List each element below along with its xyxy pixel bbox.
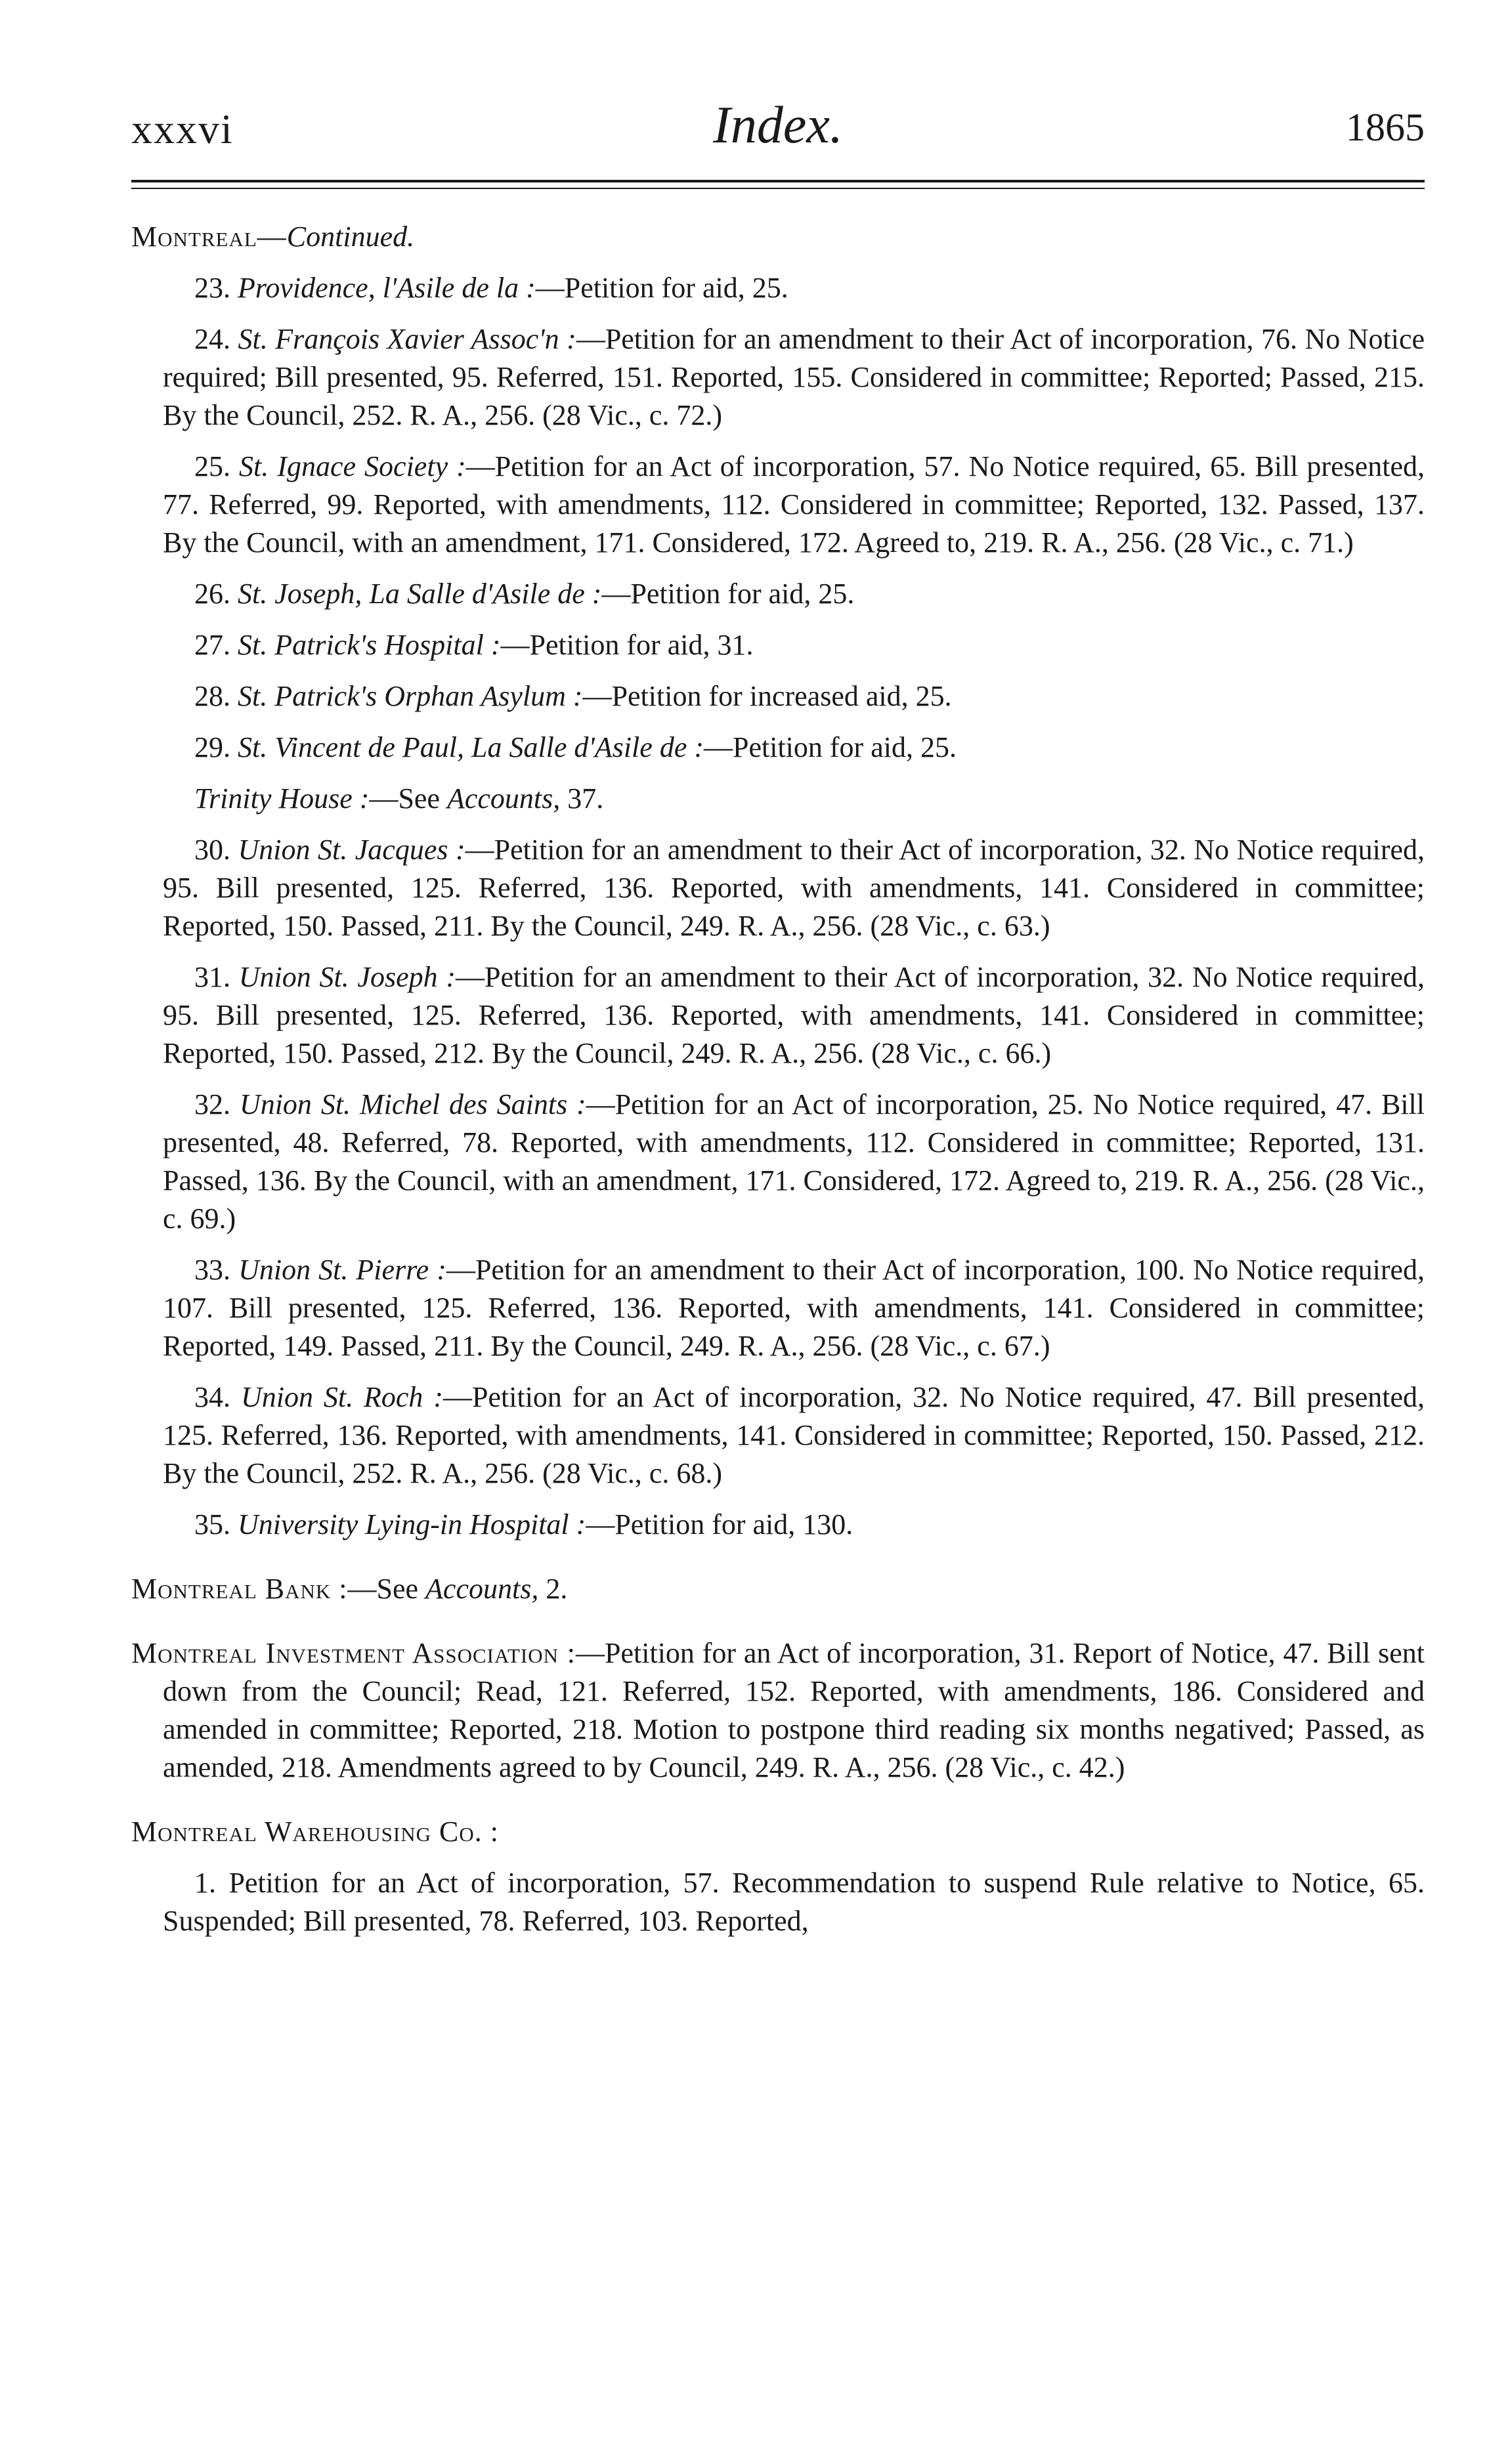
entry-text: —Petition for aid, 25. — [704, 731, 957, 763]
entry-title: Union St. Joseph : — [238, 961, 456, 993]
entry-number: 23. — [194, 272, 230, 304]
entry-title: Trinity House : — [194, 782, 370, 815]
index-entry — [131, 677, 1425, 715]
section-montreal-continued — [131, 218, 1425, 256]
entry-title: University Lying-in Hospital : — [238, 1508, 586, 1540]
index-entry — [131, 626, 1425, 664]
entry-number: 35. — [194, 1508, 230, 1540]
header-rules — [131, 180, 1425, 189]
index-page — [131, 98, 1425, 1953]
entry-head: Montreal Investment Association : — [131, 1637, 576, 1669]
section-montreal-investment-association — [131, 1634, 1425, 1787]
entry-number: 29. — [194, 731, 230, 763]
entry-head: Montreal Warehousing Co. : — [131, 1816, 499, 1848]
entry-number: 25. — [194, 450, 230, 482]
entry-text: —Petition for an amendment to their Act of incorporation, 76. No Notice required; Bill presented, 95. Referred, 151. Reported, 155. Considered in committee; Reported; Passed, 215. By the Council, 252. R. A., 256. (28 Vic., c. 72.) — [163, 323, 1425, 431]
entry-number: 32. — [194, 1088, 230, 1120]
entry-number: 33. — [194, 1254, 230, 1286]
entry-text: —Petition for an Act of incorporation, 57. No Notice required, 65. Bill presented, 77. Referred, 99. Reported, with amendments, 112. Considered in committee; Reported, 132. Passed, 137. By the Council, with an amendment, 171. Considered, 172. Agreed to, 219. R. A., 256. (28 Vic., c. 71.) — [163, 450, 1425, 559]
entry-text: —Petition for aid, 25. — [535, 272, 788, 304]
index-entry — [131, 1251, 1425, 1365]
entry-text: Petition for an Act of incorporation, 57. Recommendation to suspend Rule relative to Notice, 65. Suspended; Bill presented, 78. Referred, 103. Reported, — [163, 1867, 1425, 1937]
index-entry — [131, 269, 1425, 307]
entry-title: Union St. Michel des Saints : — [239, 1088, 586, 1120]
entry-text: —Petition for an Act of incorporation, 25. No Notice required, 47. Bill presented, 48. Referred, 78. Reported, with amendments, 112. Considered in committee; Reported, 131. Passed, 136. By the Council, with an amendment, 171. Considered, 172. Agreed to, 219. R. A., 256. (28 Vic., c. 69.) — [163, 1088, 1425, 1235]
entry-number: 28. — [194, 680, 230, 712]
entry-number: 30. — [194, 834, 230, 866]
page-title: Index. — [713, 96, 843, 154]
entry-text: —Petition for aid, 25. — [601, 578, 855, 610]
entry-text: —Petition for an amendment to their Act of incorporation, 32. No Notice required, 95. Bill presented, 125. Referred, 136. Reported, with amendments, 141. Considered in committee; Reported, 150. Passed, 211. By the Council, 249. R. A., 256. (28 Vic., c. 63.) — [163, 834, 1425, 942]
header-rule-thin — [131, 188, 1425, 189]
index-entry — [131, 780, 1425, 818]
entry-title: St. Patrick's Orphan Asylum : — [238, 680, 583, 712]
index-entries — [131, 218, 1425, 1940]
entry-text: —Petition for an Act of incorporation, 32. No Notice required, 47. Bill presented, 125. Referred, 136. Reported, with amendments, 141. Considered in committee; Reported, 150. Passed, 212. By the Council, 252. R. A., 256. (28 Vic., c. 68.) — [163, 1381, 1425, 1489]
entry-title: Union St. Pierre : — [238, 1254, 446, 1286]
entry-tail: 37. — [560, 782, 604, 815]
entry-text: —Petition for aid, 31. — [500, 629, 754, 661]
entry-title: Union St. Roch : — [240, 1381, 444, 1413]
entry-text: —See — [369, 782, 447, 815]
entry-text: —See — [347, 1573, 426, 1605]
entry-text: —Petition for aid, 130. — [586, 1508, 853, 1540]
entry-title: St. Patrick's Hospital : — [238, 629, 501, 661]
entry-title: Providence, l'Asile de la : — [238, 272, 536, 304]
entry-title: St. Vincent de Paul, La Salle d'Asile de : — [238, 731, 704, 763]
entry-text: —Petition for increased aid, 25. — [582, 680, 952, 712]
entry-text: —Petition for an amendment to their Act of incorporation, 100. No Notice required, 107. Bill presented, 125. Referred, 136. Reported, with amendments, 141. Considered in committee; Reported, 149. Passed, 211. By the Council, 249. R. A., 256. (28 Vic., c. 67.) — [163, 1254, 1425, 1362]
entry-number: 27. — [194, 629, 230, 661]
entry-tail: 2. — [538, 1573, 568, 1605]
index-entry — [131, 320, 1425, 435]
entry-title: St. Joseph, La Salle d'Asile de : — [238, 578, 602, 610]
entry-number: 1. — [194, 1867, 216, 1899]
page-year: 1865 — [1346, 106, 1425, 149]
header-rule-thick — [131, 180, 1425, 182]
entry-text: —Petition for an amendment to their Act of incorporation, 32. No Notice required, 95. Bill presented, 125. Referred, 136. Reported, with amendments, 141. Considered in committee; Reported, 150. Passed, 212. By the Council, 249. R. A., 256. (28 Vic., c. 66.) — [163, 961, 1425, 1069]
page-number: xxxvi — [131, 106, 234, 152]
section-montreal-bank — [131, 1570, 1425, 1608]
section-montreal-warehousing — [131, 1813, 1425, 1851]
index-entry — [131, 958, 1425, 1073]
entry-number: 26. — [194, 578, 230, 610]
entry-cross-ref: Accounts, — [425, 1573, 539, 1605]
page-header — [131, 98, 1425, 171]
index-entry — [131, 831, 1425, 945]
entry-title: St. Ignace Society : — [239, 450, 466, 482]
index-entry — [131, 448, 1425, 562]
index-entry — [131, 729, 1425, 767]
entry-head: Montreal Bank : — [131, 1573, 348, 1605]
entry-title: St. François Xavier Assoc'n : — [238, 323, 576, 355]
index-entry — [131, 1864, 1425, 1940]
entry-title: Union St. Jacques : — [238, 834, 465, 866]
index-entry — [131, 1506, 1425, 1544]
index-entry — [131, 1086, 1425, 1238]
index-entry — [131, 575, 1425, 613]
entry-title: Continued. — [286, 221, 415, 253]
index-entry — [131, 1378, 1425, 1493]
entry-number: 34. — [194, 1381, 230, 1413]
entry-text: —Petition for an Act of incorporation, 31. Report of Notice, 47. Bill sent down from the Council; Read, 121. Referred, 152. Reported, with amendments, 186. Considered and amended in committee; Reported, 218. Motion to postpone third reading six months negatived; Passed, as amended, 218. Amendments agreed to by Council, 249. R. A., 256. (28 Vic., c. 42.) — [163, 1637, 1425, 1783]
entry-cross-ref: Accounts, — [446, 782, 561, 815]
entry-number: 31. — [194, 961, 230, 993]
entry-head: Montreal— — [131, 221, 287, 253]
entry-number: 24. — [194, 323, 230, 355]
